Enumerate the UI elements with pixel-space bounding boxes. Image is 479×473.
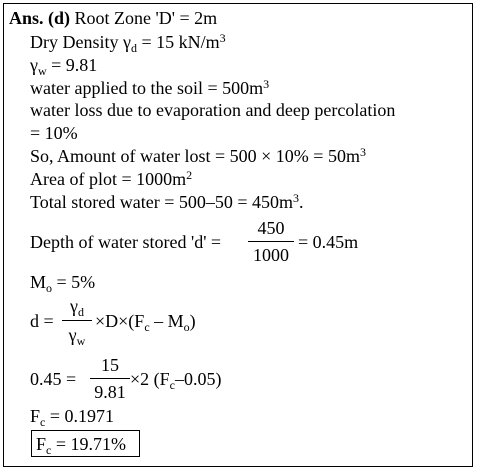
substitution-rest: [130, 369, 222, 392]
substitution-lhs: 0.45 =: [30, 369, 77, 389]
dry-density-label: Dry Density γ: [30, 32, 131, 52]
fc-value-sub: c: [40, 415, 46, 429]
formula-fraction: [62, 296, 92, 346]
formula-fc-sub: c: [144, 320, 150, 334]
gamma-w-sub: w: [37, 64, 47, 78]
formula-lhs: d =: [30, 311, 54, 331]
gamma-w-line: [30, 55, 98, 78]
gamma-w-den-symbol: γ: [68, 325, 77, 345]
depth-fraction-bar: [248, 241, 294, 242]
water-applied-line: [30, 78, 269, 98]
substitution-fc-sub: c: [169, 378, 175, 392]
formula-rest-mid: – M: [149, 311, 184, 331]
gamma-w-den-sub: w: [76, 334, 86, 348]
fc-final-value: = 19.71%: [51, 434, 126, 454]
depth-denominator: 1000: [253, 245, 289, 265]
amount-lost-line: [30, 146, 366, 166]
depth-fraction: [248, 218, 294, 264]
formula-rest: [95, 311, 196, 334]
depth-result: = 0.45m: [298, 232, 359, 252]
total-stored-period: .: [299, 192, 304, 212]
substitution-denominator: 9.81: [94, 382, 126, 402]
formula-rest-post: ): [189, 311, 196, 331]
answer-header: [9, 8, 217, 28]
depth-label: Depth of water stored 'd' =: [30, 232, 222, 252]
gamma-d-sub: d: [77, 305, 84, 319]
total-stored-sup: 3: [293, 191, 299, 205]
water-loss-line-2: = 10%: [30, 123, 78, 143]
substitution-rest-pre: ×2 (F: [130, 369, 170, 389]
mo-sub: o: [46, 281, 53, 295]
formula-rest-pre: ×D×(F: [95, 311, 145, 331]
dry-density-line: [30, 31, 226, 55]
formula-fraction-bar: [62, 320, 92, 321]
fc-final-line: [36, 434, 126, 457]
substitution-fraction-bar: [90, 378, 130, 379]
mo-value: = 5%: [52, 272, 96, 292]
area-sup: 2: [186, 168, 193, 182]
amount-lost-sup: 3: [359, 145, 366, 159]
water-applied-text: water applied to the soil = 500m: [30, 78, 264, 98]
amount-lost-text: So, Amount of water lost = 500 × 10% = 50m: [30, 146, 360, 166]
fc-value-symbol: F: [30, 406, 41, 426]
gamma-w-symbol: γ: [30, 55, 38, 75]
water-loss-line-1: water loss due to evaporation and deep percolation: [30, 100, 396, 120]
total-stored-text: Total stored water = 500–50 = 450m: [30, 192, 293, 212]
gamma-d-symbol: γ: [70, 296, 78, 316]
fc-value-line: [30, 406, 114, 429]
fc-final-symbol: F: [36, 434, 47, 454]
answer-label: Ans. (d): [9, 8, 71, 28]
dry-density-sub: d: [130, 41, 137, 55]
mo-symbol: M: [30, 272, 47, 292]
area-text: Area of plot = 1000m: [30, 169, 187, 189]
substitution-fraction: [90, 355, 130, 401]
total-stored-line: [30, 192, 304, 212]
substitution-rest-post: –0.05): [174, 369, 222, 389]
formula-denominator: [62, 325, 92, 348]
root-zone-text: Root Zone 'D' = 2m: [74, 8, 218, 28]
gamma-w-value: = 9.81: [46, 55, 98, 75]
dry-density-sup: 3: [219, 31, 226, 45]
mo-line: [30, 272, 96, 295]
formula-mo-sub: o: [183, 320, 190, 334]
formula-numerator: [62, 296, 92, 319]
area-line: [30, 169, 192, 189]
fc-final-sub: c: [46, 443, 52, 457]
water-applied-sup: 3: [263, 77, 270, 91]
fc-value-number: = 0.1971: [45, 406, 114, 426]
dry-density-value: = 15 kN/m: [136, 32, 220, 52]
substitution-numerator: 15: [101, 355, 119, 375]
depth-numerator: 450: [257, 218, 285, 238]
